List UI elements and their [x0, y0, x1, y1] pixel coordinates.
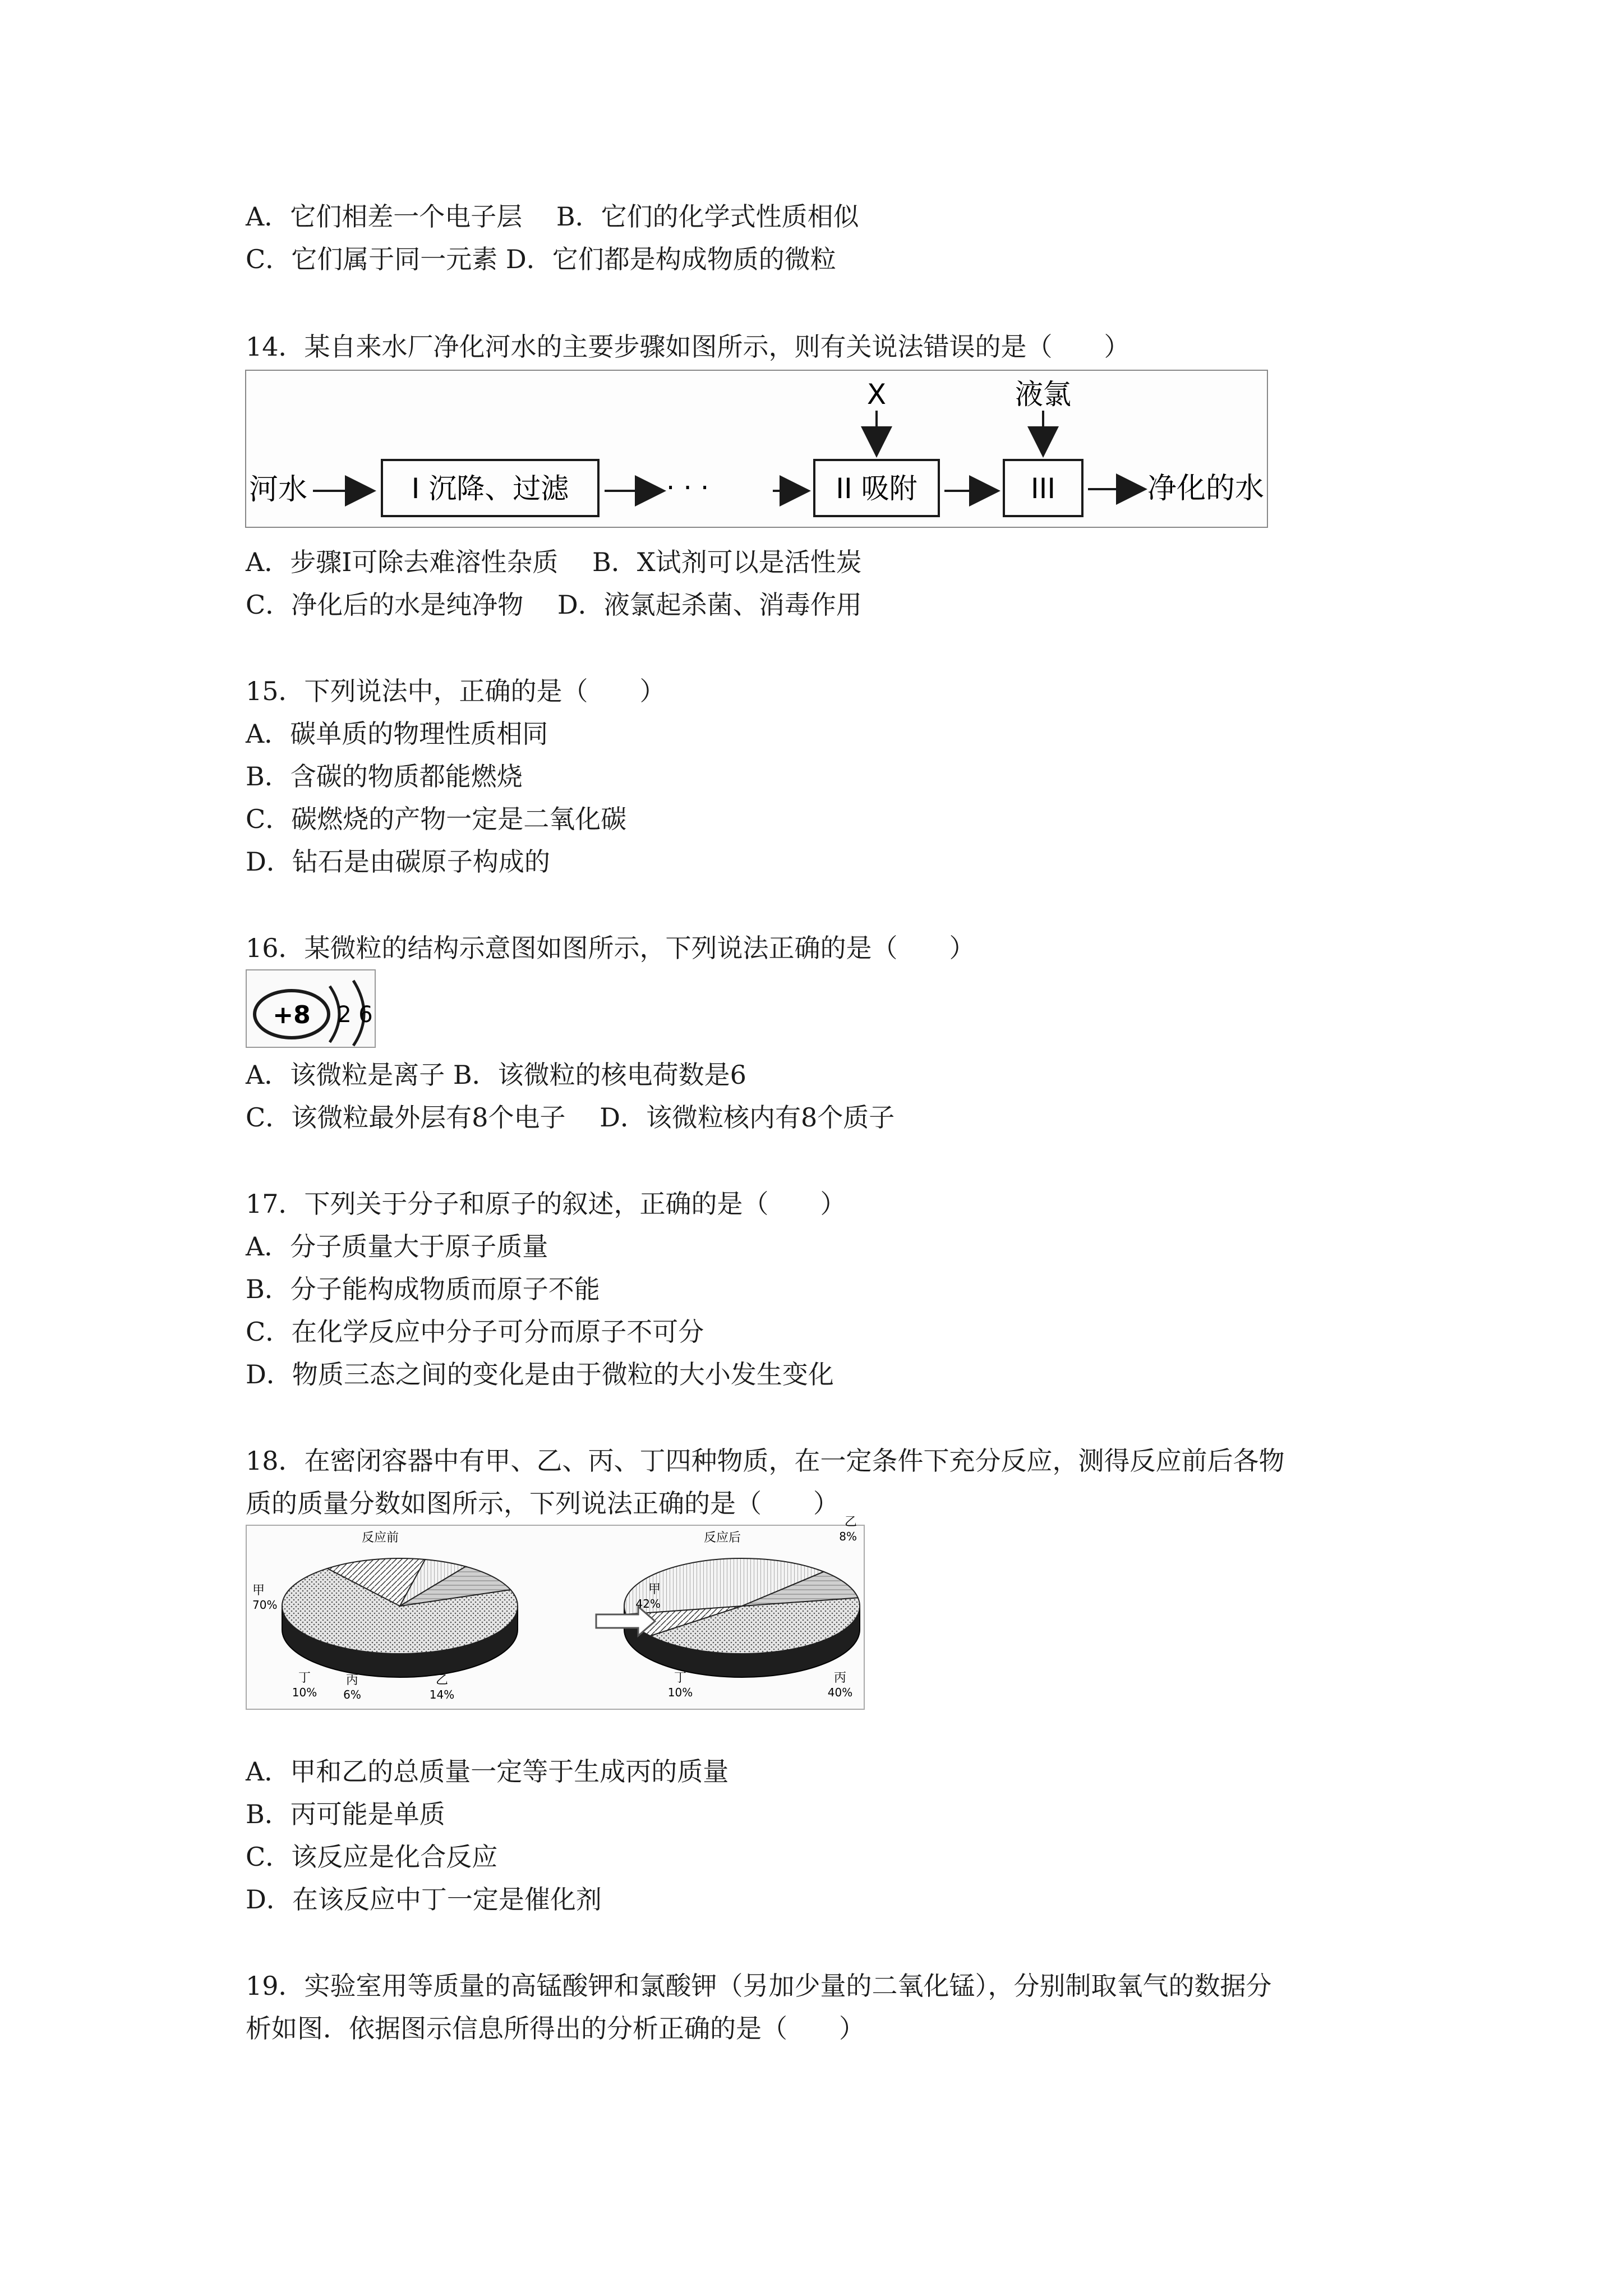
pie-before-value-0: 70%	[252, 1598, 278, 1612]
step2-label: II 吸附	[836, 472, 917, 505]
pie-before-value-3: 10%	[292, 1686, 317, 1699]
q13-option-cd: C．它们属于同一元素 D．它们都是构成物质的微粒	[246, 244, 836, 274]
mass-fraction-pie-charts	[246, 1515, 865, 1710]
step3-label: III	[1030, 472, 1056, 505]
q18-option-b: B．丙可能是单质	[246, 1799, 445, 1829]
q14-option-ab: A．步骤Ⅰ可除去难溶性杂质 B．X试剂可以是活性炭	[246, 547, 862, 577]
q16-option-ab: A．该微粒是离子 B．该微粒的核电荷数是6	[246, 1060, 746, 1090]
pie-after-value-0: 42%	[635, 1597, 661, 1611]
pie-before-category-0: 甲	[252, 1584, 265, 1598]
reagent-x-label: X	[866, 378, 887, 411]
atom-structure-diagram	[246, 969, 376, 1048]
q15-stem: 15．下列说法中，正确的是（ ）	[246, 676, 666, 706]
step1-label: I 沉降、过滤	[411, 472, 569, 505]
q15-option-b: B．含碳的物质都能燃烧	[246, 761, 523, 792]
pie-after-category-1: 乙	[844, 1515, 857, 1529]
dots: · · ·	[666, 472, 709, 504]
shell1-electrons: 2	[337, 1002, 352, 1028]
diagram-frame	[246, 370, 1267, 527]
reagent-cl-label: 液氯	[1015, 378, 1071, 411]
pie-before-category-1: 乙	[435, 1673, 449, 1687]
q17-stem: 17．下列关于分子和原子的叙述，正确的是（ ）	[246, 1189, 846, 1219]
q14-option-cd: C．净化后的水是纯净物 D．液氯起杀菌、消毒作用	[246, 590, 862, 620]
shell2-electrons: 6	[358, 1002, 373, 1028]
q14-stem: 14．某自来水厂净化河水的主要步骤如图所示，则有关说法错误的是（ ）	[246, 332, 1130, 362]
q18-option-d: D．在该反应中丁一定是催化剂	[246, 1884, 602, 1915]
q19-stem-line2: 析如图．依据图示信息所得出的分析正确的是（ ）	[246, 2013, 865, 2044]
q16-stem: 16．某微粒的结构示意图如图所示，下列说法正确的是（ ）	[246, 933, 975, 963]
q17-option-b: B．分子能构成物质而原子不能	[246, 1274, 600, 1304]
q17-option-d: D．物质三态之间的变化是由于微粒的大小发生变化	[246, 1359, 834, 1389]
q18-option-a: A．甲和乙的总质量一定等于生成丙的质量	[246, 1756, 729, 1787]
q17-option-c: C．在化学反应中分子可分而原子不可分	[246, 1317, 704, 1347]
input-label: 河水	[249, 473, 308, 507]
q18-stem-line1: 18．在密闭容器中有甲、乙、丙、丁四种物质，在一定条件下充分反应，测得反应前后各物	[246, 1446, 1285, 1476]
pie-after-title: 反应后	[703, 1531, 741, 1545]
q16-option-cd: C．该微粒最外层有8个电子 D．该微粒核内有8个质子	[246, 1102, 895, 1133]
pie-before-value-2: 6%	[343, 1688, 361, 1701]
q18-option-c: C．该反应是化合反应	[246, 1842, 498, 1872]
water-purification-diagram	[246, 370, 1267, 527]
q17-option-a: A．分子质量大于原子质量	[246, 1231, 548, 1262]
pie-after-value-3: 10%	[667, 1686, 693, 1699]
q19-stem-line1: 19．实验室用等质量的高锰酸钾和氯酸钾（另加少量的二氧化锰），分别制取氧气的数据分	[246, 1971, 1272, 2001]
pie-before-category-2: 丙	[345, 1673, 359, 1687]
q15-option-c: C．碳燃烧的产物一定是二氧化碳	[246, 804, 627, 834]
pie-before-title: 反应前	[361, 1531, 399, 1545]
q15-option-d: D．钻石是由碳原子构成的	[246, 846, 550, 877]
pie-after-category-0: 甲	[648, 1582, 661, 1596]
q13-option-ab: A．它们相差一个电子层 B．它们的化学式性质相似	[246, 201, 859, 232]
pie-after-value-2: 40%	[827, 1686, 853, 1699]
pie-before-category-3: 丁	[298, 1671, 311, 1685]
q15-option-a: A．碳单质的物理性质相同	[246, 719, 548, 749]
pie-before-value-1: 14%	[429, 1688, 455, 1701]
pie-after-category-2: 丙	[833, 1671, 847, 1685]
pie-after-value-1: 8%	[839, 1530, 857, 1543]
q18-stem-line2: 质的质量分数如图所示，下列说法正确的是（ ）	[246, 1488, 839, 1519]
nucleus-charge: +8	[273, 1001, 311, 1029]
pie-after-category-3: 丁	[674, 1671, 687, 1685]
output-label: 净化的水	[1147, 472, 1265, 505]
